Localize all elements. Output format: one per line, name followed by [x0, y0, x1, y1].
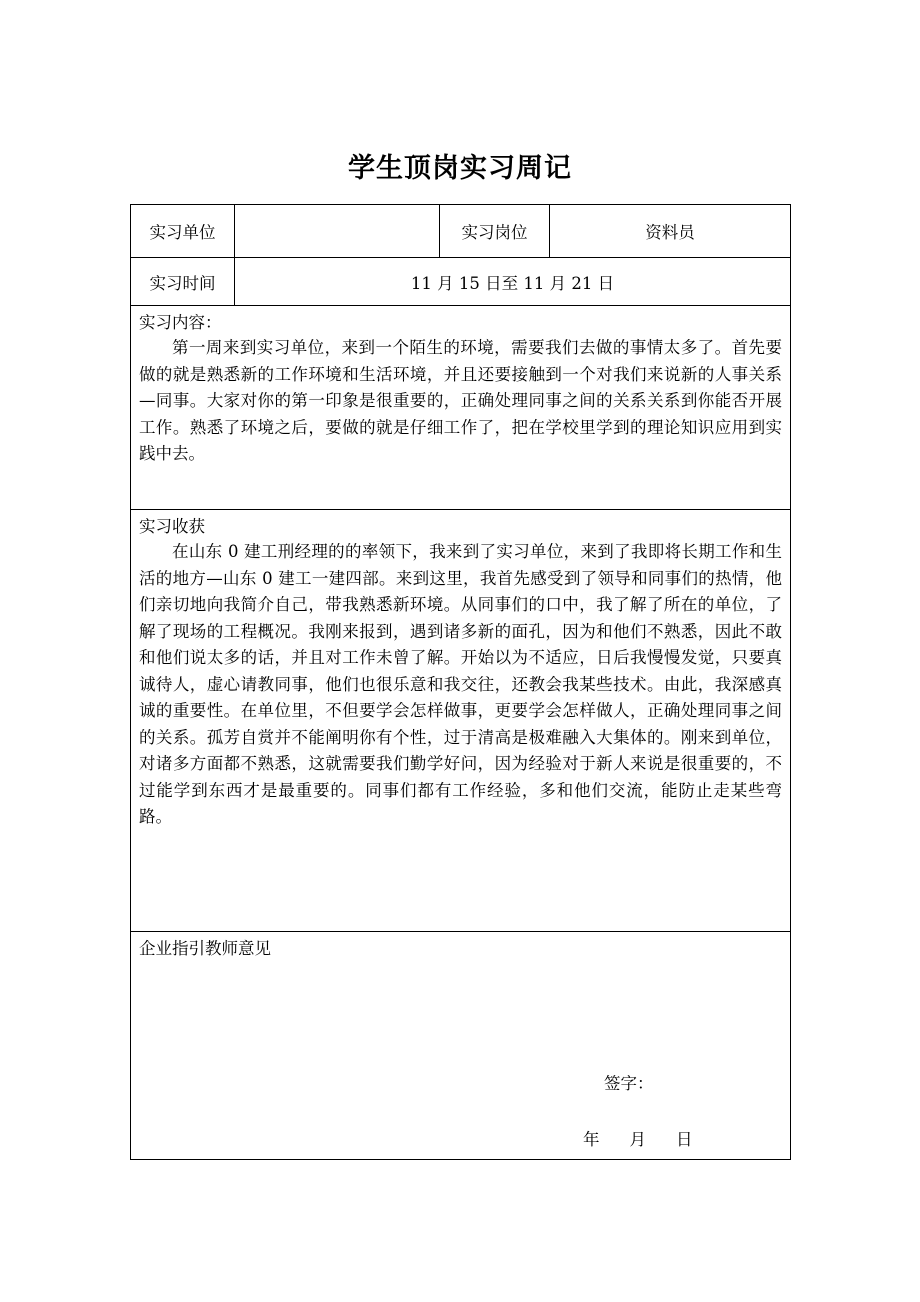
harvest-heading: 实习收获 — [139, 517, 205, 536]
post-label: 实习岗位 — [440, 205, 550, 258]
time-label: 实习时间 — [131, 258, 235, 306]
row-harvest — [131, 510, 791, 932]
signature-area — [139, 960, 782, 1149]
row-opinion — [131, 932, 791, 1160]
opinion-cell[interactable] — [131, 932, 791, 1160]
harvest-body: 在山东 0 建工刑经理的的率领下，我来到了实习单位，来到了我即将长期工作和生活的地方—山东 0 建工一建四部。来到这里，我首先感受到了领导和同事们的热情，他们亲切地向我简介自己，带我熟悉新环境。从同事们的口中，我了解了所在的单位，了解了现场的工程概况。我刚来报到，遇到诸多新的面孔，因为和他们不熟悉，因此不敢和他们说太多的话，并且对工作未曾了解。开始以为不适应，日后我慢慢发觉，只要真诚待人，虚心请教同事，他们也很乐意和我交往，还教会我某些技术。由此，我深感真诚的重要性。在单位里，不但要学会怎样做事，更要学会怎样做人，正确处理同事之间的关系。孤芳自赏并不能阐明你有个性，过于清高是极难融入大集体的。刚来到单位，对诸多方面都不熟悉，这就需要我们勤学好问，因为经验对于新人来说是很重要的，不过能学到东西才是最重要的。同事们都有工作经验，多和他们交流，能防止走某些弯路。 — [139, 542, 782, 826]
time-value[interactable]: 11 月 15 日至 11 月 21 日 — [235, 258, 791, 306]
row-unit-post — [131, 205, 791, 258]
content-body: 第一周来到实习单位，来到一个陌生的环境，需要我们去做的事情太多了。首先要做的就是熟悉新的工作环境和生活环境，并且还要接触到一个对我们来说新的人事关系—同事。大家对你的第一印象是很重要的，正确处理同事之间的关系关系到你能否开展工作。熟悉了环境之后，要做的就是仔细工作了，把在学校里学到的理论知识应用到实践中去。 — [139, 338, 782, 463]
post-value[interactable]: 资料员 — [550, 205, 791, 258]
content-cell[interactable] — [131, 306, 791, 510]
signature-label: 签字： — [604, 1074, 654, 1093]
harvest-cell[interactable] — [131, 510, 791, 932]
month-label: 月 — [629, 1130, 646, 1149]
weekly-log-form — [130, 204, 791, 1160]
opinion-heading: 企业指引教师意见 — [139, 939, 271, 958]
row-time — [131, 258, 791, 306]
row-content — [131, 306, 791, 510]
unit-value[interactable] — [235, 205, 440, 258]
date-line — [583, 1126, 693, 1150]
content-heading: 实习内容： — [139, 313, 222, 332]
unit-label: 实习单位 — [131, 205, 235, 258]
year-label: 年 — [583, 1130, 600, 1149]
day-label: 日 — [676, 1130, 693, 1149]
page-title: 学生顶岗实习周记 — [348, 153, 572, 184]
